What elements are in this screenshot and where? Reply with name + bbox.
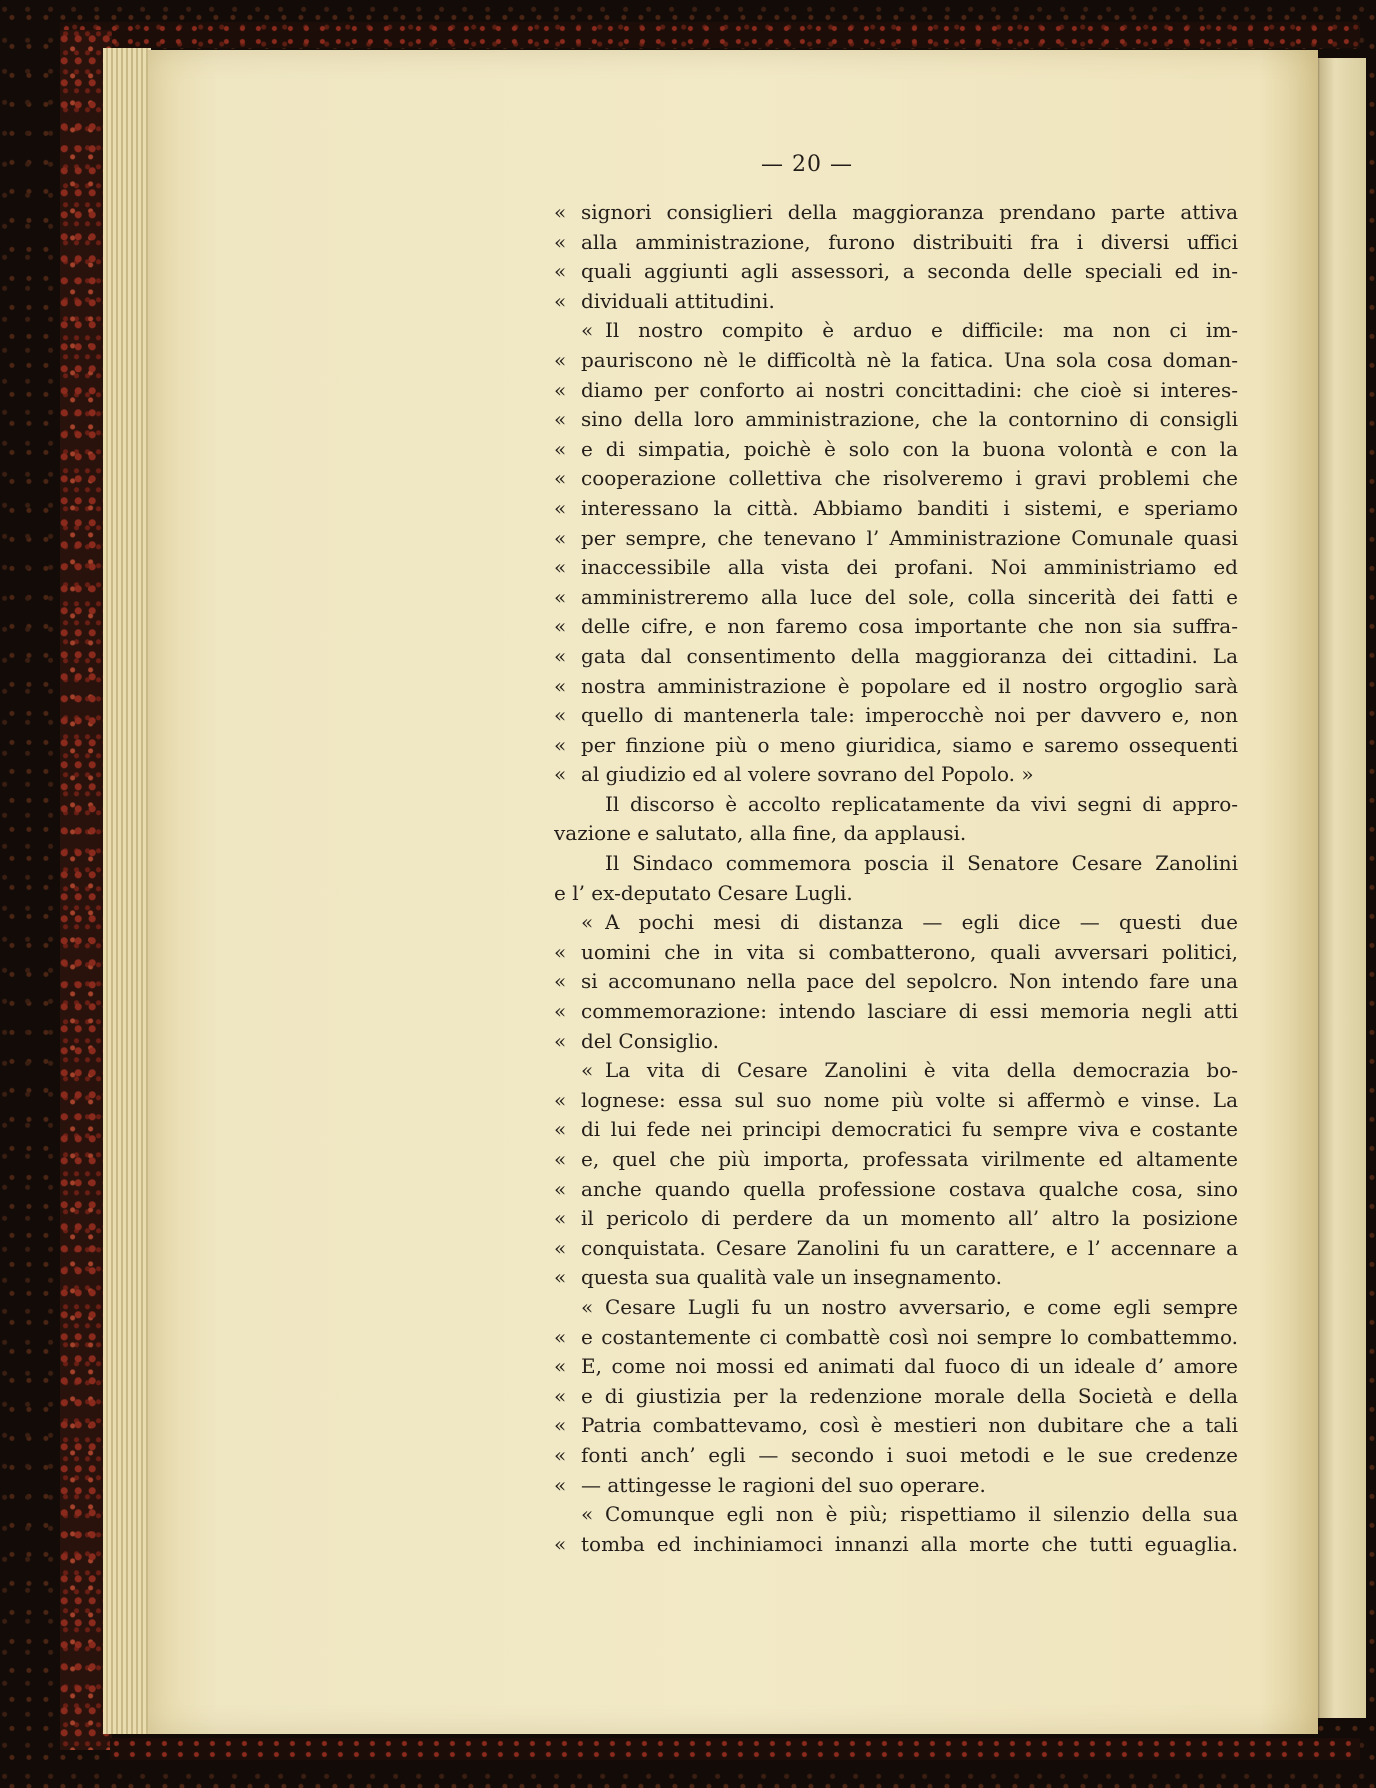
line-text: Comunque egli non è più; rispettiamo il silenzio della sua	[605, 1502, 1238, 1527]
text-line	[554, 1323, 1238, 1353]
text-line	[554, 583, 1238, 613]
line-text: pauriscono nè le difficoltà nè la fatica. Una sola cosa doman-	[581, 347, 1238, 372]
quote-mark: «	[554, 555, 567, 580]
text-line	[554, 849, 1238, 879]
quote-mark: «	[554, 259, 567, 284]
line-text: e di simpatia, poichè è solo con la buona volontà e con la	[581, 436, 1238, 461]
quote-mark: «	[554, 1087, 567, 1112]
quote-mark: «	[554, 1176, 567, 1201]
text-line	[554, 1175, 1238, 1205]
text-line	[554, 316, 1238, 346]
quote-mark: «	[554, 1531, 567, 1556]
line-text: al giudizio ed al volere sovrano del Popolo. »	[581, 762, 1034, 787]
text-line	[554, 1115, 1238, 1145]
page-stack-edge	[103, 48, 151, 1734]
line-text: E, come noi mossi ed animati dal fuoco di un ideale d’ amore	[581, 1354, 1238, 1379]
quote-mark: «	[581, 318, 594, 343]
text-line	[554, 435, 1238, 465]
book-binding-bottom	[110, 1738, 1360, 1760]
line-text: quello di mantenerla tale: imperocchè noi per davvero e, non	[581, 703, 1238, 728]
quote-mark: «	[554, 939, 567, 964]
line-text: interessano la città. Abbiamo banditi i sistemi, e speriamo	[581, 495, 1238, 520]
quote-mark: «	[554, 1413, 567, 1438]
quote-mark: «	[554, 969, 567, 994]
quote-mark: «	[554, 673, 567, 698]
text-line	[554, 553, 1238, 583]
text-line	[554, 790, 1238, 820]
text-line	[554, 464, 1238, 494]
text-line	[554, 405, 1238, 435]
line-text: di lui fede nei principi democratici fu sempre viva e costante	[581, 1117, 1238, 1142]
line-text: vazione e salutato, alla fine, da applausi.	[554, 821, 967, 846]
quote-mark: «	[554, 1117, 567, 1142]
quote-mark: «	[554, 614, 567, 639]
line-text: inaccessibile alla vista dei profani. Noi amministriamo ed	[581, 555, 1238, 580]
quote-mark: «	[581, 1502, 594, 1527]
line-text: anche quando quella professione costava qualche cosa, sino	[581, 1176, 1238, 1201]
quote-mark: «	[554, 347, 567, 372]
line-text: Il discorso è accolto replicatamente da vivi segni di appro-	[605, 791, 1238, 816]
quote-mark: «	[554, 525, 567, 550]
line-text: si accomunano nella pace del sepolcro. Non intendo fare una	[581, 969, 1238, 994]
line-text: tomba ed inchiniamoci innanzi alla morte che tutti eguaglia.	[581, 1531, 1238, 1556]
text-line	[554, 376, 1238, 406]
line-text: e di giustizia per la redenzione morale della Società e della	[581, 1383, 1238, 1408]
quote-mark: «	[554, 1442, 567, 1467]
quote-mark: «	[581, 1294, 594, 1319]
quote-mark: «	[554, 1324, 567, 1349]
line-text: per sempre, che tenevano l’ Amministrazione Comunale quasi	[581, 525, 1238, 550]
quote-mark: «	[554, 229, 567, 254]
text-line	[554, 1234, 1238, 1264]
quote-mark: «	[554, 1206, 567, 1231]
quote-mark: «	[581, 1058, 594, 1083]
quote-mark: «	[554, 1354, 567, 1379]
text-line	[554, 672, 1238, 702]
text-line	[554, 731, 1238, 761]
page-body-text	[554, 198, 1238, 1559]
text-line	[554, 701, 1238, 731]
text-line	[554, 908, 1238, 938]
text-line	[554, 524, 1238, 554]
line-text: uomini che in vita si combatterono, quali avversari politici,	[581, 939, 1238, 964]
line-text: commemorazione: intendo lasciare di essi memoria negli atti	[581, 999, 1238, 1024]
text-line	[554, 819, 1238, 849]
quote-mark: «	[554, 762, 567, 787]
next-page-edge	[1314, 58, 1366, 1718]
line-text: fonti anch’ egli — secondo i suoi metodi e le sue credenze	[581, 1442, 1238, 1467]
line-text: e l’ ex-deputato Cesare Lugli.	[554, 880, 853, 905]
line-text: per finzione più o meno giuridica, siamo e saremo ossequenti	[581, 732, 1238, 757]
text-line	[554, 198, 1238, 228]
book-binding-top	[60, 22, 1360, 48]
text-line	[554, 1471, 1238, 1501]
line-text: Patria combattevamo, così è mestieri non dubitare che a tali	[581, 1413, 1238, 1438]
line-text: diamo per conforto ai nostri concittadini: che cioè si interes-	[581, 377, 1238, 402]
text-line	[554, 642, 1238, 672]
text-line	[554, 879, 1238, 909]
line-text: alla amministrazione, furono distribuiti fra i diversi uffici	[581, 229, 1238, 254]
quote-mark: «	[554, 1265, 567, 1290]
line-text: sino della loro amministrazione, che la contornino di consigli	[581, 407, 1238, 432]
line-text: conquistata. Cesare Zanolini fu un carattere, e l’ accennare a	[581, 1235, 1238, 1260]
quote-mark: «	[554, 1028, 567, 1053]
quote-mark: «	[554, 495, 567, 520]
line-text: e, quel che più importa, professata virilmente ed altamente	[581, 1147, 1238, 1171]
quote-mark: «	[554, 466, 567, 491]
quote-mark: «	[554, 1235, 567, 1260]
text-line	[554, 967, 1238, 997]
line-text: questa sua qualità vale un insegnamento.	[581, 1265, 1002, 1290]
text-line	[554, 612, 1238, 642]
text-line	[554, 1263, 1238, 1293]
text-line	[554, 1027, 1238, 1057]
line-text: — attingesse le ragioni del suo operare.	[581, 1472, 986, 1497]
quote-mark: «	[554, 703, 567, 728]
text-line	[554, 1500, 1238, 1530]
quote-mark: «	[554, 407, 567, 432]
quote-mark: «	[554, 732, 567, 757]
text-line	[554, 1086, 1238, 1116]
line-text: il pericolo di perdere da un momento all’ altro la posizione	[581, 1206, 1238, 1231]
text-line	[554, 1145, 1238, 1175]
line-text: gata dal consentimento della maggioranza dei cittadini. La	[581, 643, 1238, 668]
line-text: A pochi mesi di distanza — egli dice — questi due	[605, 910, 1238, 935]
text-line	[554, 346, 1238, 376]
quote-mark: «	[554, 436, 567, 461]
text-line	[554, 1293, 1238, 1323]
line-text: nostra amministrazione è popolare ed il nostro orgoglio sarà	[581, 673, 1238, 698]
quote-mark: «	[554, 288, 567, 313]
quote-mark: «	[554, 1383, 567, 1408]
quote-mark: «	[554, 200, 567, 224]
line-text: amministreremo alla luce del sole, colla sincerità dei fatti e	[581, 584, 1238, 609]
line-text: lognese: essa sul suo nome più volte si affermò e vinse. La	[581, 1087, 1238, 1112]
text-line	[554, 1382, 1238, 1412]
text-line	[554, 228, 1238, 258]
page-number: — 20 —	[761, 152, 853, 177]
line-text: e costantemente ci combattè così noi sempre lo combattemmo.	[581, 1324, 1238, 1349]
text-line	[554, 287, 1238, 317]
line-text: cooperazione collettiva che risolveremo i gravi problemi che	[581, 466, 1238, 491]
quote-mark: «	[554, 1147, 567, 1171]
quote-mark: «	[554, 643, 567, 668]
quote-mark: «	[554, 1472, 567, 1497]
line-text: Il Sindaco commemora poscia il Senatore Cesare Zanolini	[605, 851, 1238, 876]
text-line	[554, 1441, 1238, 1471]
text-line	[554, 1352, 1238, 1382]
quote-mark: «	[554, 377, 567, 402]
line-text: del Consiglio.	[581, 1028, 719, 1053]
text-line	[554, 1204, 1238, 1234]
line-text: delle cifre, e non faremo cosa importante che non sia suffra-	[581, 614, 1238, 639]
text-line	[554, 1530, 1238, 1560]
quote-mark: «	[581, 910, 594, 935]
line-text: La vita di Cesare Zanolini è vita della democrazia bo-	[605, 1058, 1238, 1083]
text-line	[554, 997, 1238, 1027]
line-text: signori consiglieri della maggioranza prendano parte attiva	[581, 200, 1238, 224]
line-text: quali aggiunti agli assessori, a seconda delle speciali ed in-	[581, 259, 1238, 284]
line-text: Il nostro compito è arduo e difficile: ma non ci im-	[605, 318, 1238, 343]
text-line	[554, 494, 1238, 524]
text-line	[554, 938, 1238, 968]
line-text: Cesare Lugli fu un nostro avversario, e come egli sempre	[605, 1294, 1238, 1319]
quote-mark: «	[554, 999, 567, 1024]
text-line	[554, 257, 1238, 287]
text-line	[554, 1411, 1238, 1441]
text-line	[554, 1056, 1238, 1086]
line-text: dividuali attitudini.	[581, 288, 775, 313]
text-line	[554, 760, 1238, 790]
quote-mark: «	[554, 584, 567, 609]
